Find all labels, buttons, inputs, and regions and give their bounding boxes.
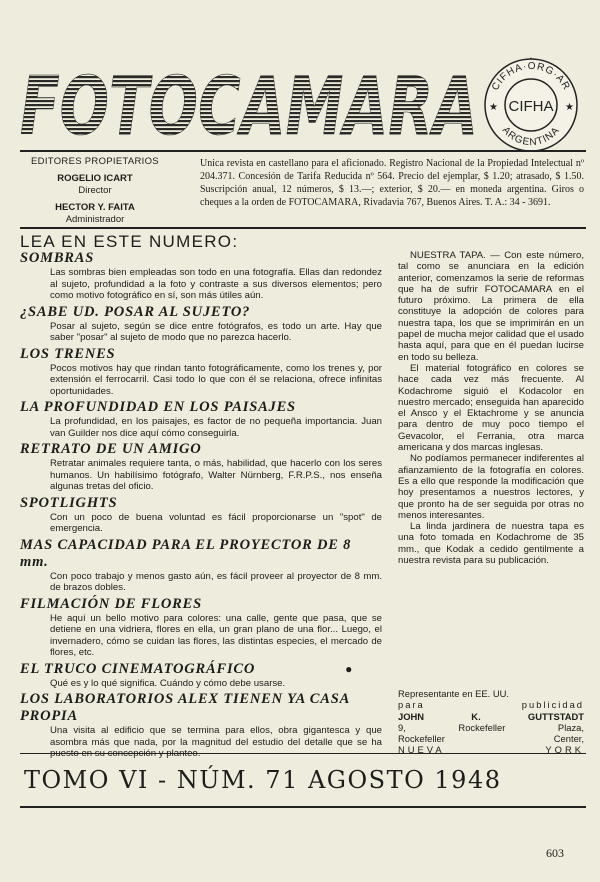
footer-top-rule [20, 753, 586, 754]
toc-item-title: LOS TRENES [20, 345, 116, 362]
masthead-logo [14, 60, 484, 146]
page-number: 603 [546, 846, 564, 860]
cover-note [398, 250, 584, 566]
rep-city: NUEVA YORK [398, 744, 584, 756]
toc-heading: LEA EN ESTE NUMERO: [20, 232, 239, 251]
cifha-seal [472, 44, 590, 162]
toc-item-desc: He aquí un bello motivo para colores: una calle, gente que pasa, que se detiene en una vidriera, flores en ella, un gran plano de una flor... Luego, el invernadero, cómo se cuidan las flores, las distintas especies, el mercado de flores, etc. [50, 612, 382, 658]
toc-item [20, 661, 382, 690]
toc-item-title: FILMACIÓN DE FLORES [20, 595, 202, 612]
toc-item [20, 441, 382, 493]
toc-item-title: MAS CAPACIDAD PARA EL PROYECTOR DE 8 mm. [20, 536, 352, 570]
bullet-dot-icon: ● [345, 661, 354, 676]
svg-text:★: ★ [565, 102, 574, 113]
publication-info: Unica revista en castellano para el aficionado. Registro Nacional de la Propiedad Intelectual nº 204.371. Concesión de Tarifa Reducida nº 564. Precio del ejemplar, $ 1.20; atrasado, $ 1.50. Suscripción anual, 12 números, $ 13.—; exterior, $ 20.— en moneda argentina. Giros o cheques a la orden de FOTOCAMARA, Rivadavia 767, Buenos Aires. T. A.: 34 - 3691. [200, 158, 584, 208]
toc-item-title: EL TRUCO CINEMATOGRÁFICO [20, 660, 256, 677]
director-role: Director [78, 184, 112, 196]
svg-text:CIFHA·ORG·AR: CIFHA·ORG·AR [490, 60, 572, 93]
toc-item [20, 691, 382, 760]
toc-item-desc: Retratar animales requiere tanta, o más, habilidad, que hacerlo con los seres humanos. Un habilísimo fotógrafo, Walter Nürnberg, F.R.P.S., nos enseña algunas tretas del oficio. [50, 458, 382, 492]
us-representative [398, 688, 584, 756]
toc-item-title: SPOTLIGHTS [20, 494, 118, 511]
toc-item [20, 346, 382, 398]
footer-bottom-rule [20, 806, 586, 808]
toc-item-title: LOS LABORATORIOS ALEX TIENEN YA CASA PROPIA [20, 691, 350, 724]
rep-name: JOHN K. GUTTSTADT [398, 710, 584, 722]
toc-item-desc: Pocos motivos hay que rindan tanto fotográficamente, como los trenes y, por extensión el ferrocarril. Casi todo lo que con él se relaciona, ofrece infinitas oportunidades. [50, 362, 382, 397]
toc-item-title: ¿SABE UD. POSAR AL SUJETO? [20, 303, 251, 320]
toc-item-desc: La profundidad, en los paisajes, es factor de no pequeña importancia. Juan van Guilder nos dice aquí cómo conseguirla. [50, 416, 382, 439]
toc-item-title-row [20, 661, 382, 678]
svg-text:★: ★ [489, 102, 498, 113]
rep-line: Representante en EE. UU. [398, 688, 509, 699]
svg-text:CIFHA: CIFHA [508, 98, 554, 115]
rep-address: 9, Rockefeller Plaza, [398, 721, 584, 733]
toc-item-desc: Qué es y lo qué significa. Cuándo y cómo debe usarse. [50, 677, 286, 689]
toc-item [20, 304, 382, 344]
director-name: ROGELIO ICART [57, 172, 133, 184]
toc-item-desc: Posar al sujeto, según se dice entre fotógrafos, es todo un arte. Hay que saber "posar" al sujeto de modo que no parezca hacerlo. [50, 320, 382, 343]
toc-item-title: LA PROFUNDIDAD EN LOS PAISAJES [20, 399, 296, 415]
info-rule [20, 227, 586, 229]
rep-line: para publicidad [398, 699, 584, 711]
cover-note-paragraph: La linda jardinera de nuestra tapa es una foto tomada en Kodachrome de 35 mm., que Kodak a cedido gentilmente a nuestra revista para su publicación. [398, 521, 584, 567]
header-rule [20, 150, 586, 152]
cover-note-paragraph: NUESTRA TAPA. — Con este número, tal como se anunciara en la edición anterior, comenzamos la serie de reformas que ha de sufrir FOTOCAMARA en el futuro próximo. La primera de ella constituye la adopción de colores para nuestra tapa, los que se imprimirán en un papel de mucha mejor calidad que el usado hasta aquí, para que en él puedan lucirse en todo su belleza. [398, 250, 584, 363]
toc-item [20, 596, 382, 659]
rep-address: Rockefeller Center, [398, 733, 584, 745]
toc-item-desc: Con un poco de buena voluntad es fácil proporcionarse un "spot" de emergencia. [50, 511, 382, 534]
admin-name: HECTOR Y. FAITA [55, 201, 135, 213]
toc-item-title: RETRATO DE UN AMIGO [20, 441, 202, 457]
table-of-contents [20, 250, 382, 760]
admin-role: Administrador [65, 213, 125, 225]
toc-item-desc: Con poco trabajo y menos gasto aún, es fácil proveer al proyector de 8 mm. de brazos dobles. [50, 570, 382, 593]
toc-item [20, 399, 382, 439]
cover-note-paragraph: El material fotográfico en colores se hace cada vez más frecuente. Al Kodachrome siguió el Kodacolor en nuestro mercado; enseguida han aparecido el Ansco y el Ektachrome y se anuncia para dentro de muy poco tiempo el Gevacolor, el Ferrania, otra marca americana y dos marcas inglesas. [398, 362, 584, 454]
toc-item-title: SOMBRAS [20, 250, 95, 266]
issue-footer: TOMO VI - NÚM. 71 AGOSTO 1948 [24, 766, 502, 794]
toc-item [20, 537, 382, 594]
toc-item-desc: Las sombras bien empleadas son todo en una fotografía. Ellas dan redondez al sujeto, profundidad a la foto y contraste a sus diversos elementos; pero como motivo fotográfico en sí, son más útiles aún. [50, 267, 382, 301]
svg-text:ARGENTINA: ARGENTINA [499, 124, 563, 149]
toc-item [20, 250, 382, 302]
publisher-credits [20, 156, 170, 225]
toc-item [20, 495, 382, 535]
toc-item-desc: Una visita al edificio que se termina para ellos, obra gigantesca y que asombra más que nada, por la magnitud del estudio del detalle que se ha puesto en su concepción y planteo. [50, 725, 382, 759]
credits-label: EDITORES PROPIETARIOS [31, 156, 159, 167]
masthead-title: FOTOCAMARA [20, 60, 478, 146]
cover-note-paragraph: No podíamos permanecer indiferentes al afianzamiento de la fotografía en colores. Es a ello que responde la modificación que hoy presentamos a nuestros lectores, y que pronto ha de ser seguida por otras no menos interesantes. [398, 453, 584, 521]
